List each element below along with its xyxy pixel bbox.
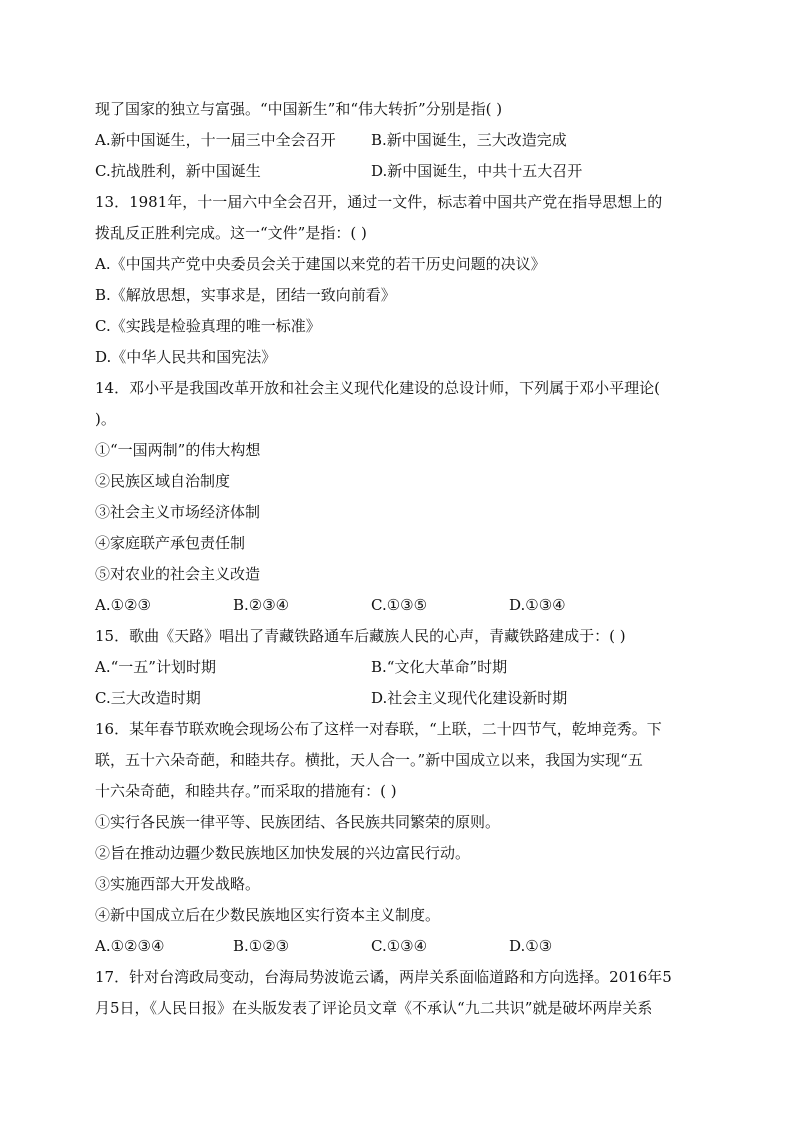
- q14-option-b: B.②③④: [233, 596, 290, 614]
- q12-option-b: B.新中国诞生，三大改造完成: [371, 131, 567, 149]
- q13-option-d: D.《中华人民共和国宪法》: [95, 348, 277, 366]
- q12-options-row-2: [95, 156, 705, 187]
- q14-stem-line-1: 14．邓小平是我国改革开放和社会主义现代化建设的总设计师，下列属于邓小平理论(: [95, 379, 660, 397]
- q13-stem-line-2: 拨乱反正胜利完成。这一“文件”是指：( ): [95, 224, 367, 242]
- q16-stem-line-1: 16．某年春节联欢晚会现场公布了这样一对春联，“上联，二十四节气，乾坤竞秀。下: [95, 720, 662, 738]
- q12-option-c: C.抗战胜利，新中国诞生: [95, 162, 261, 180]
- q16-options-row: [95, 931, 705, 962]
- q13-option-b: B.《解放思想，实事求是，团结一致向前看》: [95, 286, 396, 304]
- q12-option-d: D.新中国诞生，中共十五大召开: [371, 162, 583, 180]
- q12-options-row-1: [95, 125, 705, 156]
- q15-options-row-1: [95, 652, 705, 683]
- q14-option-c: C.①③⑤: [371, 596, 428, 614]
- q15-option-c: C.三大改造时期: [95, 689, 201, 707]
- q16-item-2: ②旨在推动边疆少数民族地区加快发展的兴边富民行动。: [95, 844, 471, 862]
- q15-option-b: B.“文化大革命”时期: [371, 658, 508, 676]
- q14-options-row: [95, 590, 705, 621]
- q14-item-2: ②民族区域自治制度: [95, 472, 231, 490]
- q14-stem-line-2: )。: [95, 410, 116, 428]
- q14-option-a: A.①②③: [95, 596, 151, 614]
- q12-option-a: A.新中国诞生，十一届三中全会召开: [95, 131, 336, 149]
- q17-stem-line-2: 月5日，《人民日报》在头版发表了评论员文章《不承认“九二共识”就是破坏两岸关系: [95, 999, 653, 1017]
- q16-item-4: ④新中国成立后在少数民族地区实行资本主义制度。: [95, 906, 441, 924]
- q16-option-a: A.①②③④: [95, 937, 165, 955]
- q13-option-c: C.《实践是检验真理的唯一标准》: [95, 317, 321, 335]
- q14-item-3: ③社会主义市场经济体制: [95, 503, 261, 521]
- q14-option-d: D.①③④: [509, 596, 566, 614]
- q15-option-d: D.社会主义现代化建设新时期: [371, 689, 568, 707]
- q15-options-row-2: [95, 683, 705, 714]
- q16-stem-line-3: 十六朵奇葩，和睦共存。”而采取的措施有：( ): [95, 782, 397, 800]
- q14-item-1: ①“一国两制”的伟大构想: [95, 441, 261, 459]
- question-content: [95, 94, 705, 1024]
- q16-stem-line-2: 联，五十六朵奇葩，和睦共存。横批，天人合一。”新中国成立以来，我国为实现“五: [95, 751, 643, 769]
- q12-stem-continuation: 现了国家的独立与富强。“中国新生”和“伟大转折”分别是指( ): [95, 100, 503, 118]
- q14-item-5: ⑤对农业的社会主义改造: [95, 565, 261, 583]
- q16-option-c: C.①③④: [371, 937, 428, 955]
- q16-item-1: ①实行各民族一律平等、民族团结、各民族共同繁荣的原则。: [95, 813, 501, 831]
- q15-stem: 15．歌曲《天路》唱出了青藏铁路通车后藏族人民的心声，青藏铁路建成于：( ): [95, 627, 626, 645]
- q14-item-4: ④家庭联产承包责任制: [95, 534, 246, 552]
- q16-option-b: B.①②③: [233, 937, 290, 955]
- q13-option-a: A.《中国共产党中央委员会关于建国以来党的若干历史问题的决议》: [95, 255, 546, 273]
- q16-option-d: D.①③: [509, 937, 553, 955]
- q13-stem-line-1: 13．1981年，十一届六中全会召开，通过一文件，标志着中国共产党在指导思想上的: [95, 193, 663, 211]
- q17-stem-line-1: 17．针对台湾政局变动，台海局势波诡云谲，两岸关系面临道路和方向选择。2016年5: [95, 968, 672, 986]
- q16-item-3: ③实施西部大开发战略。: [95, 875, 261, 893]
- q15-option-a: A.“一五”计划时期: [95, 658, 216, 676]
